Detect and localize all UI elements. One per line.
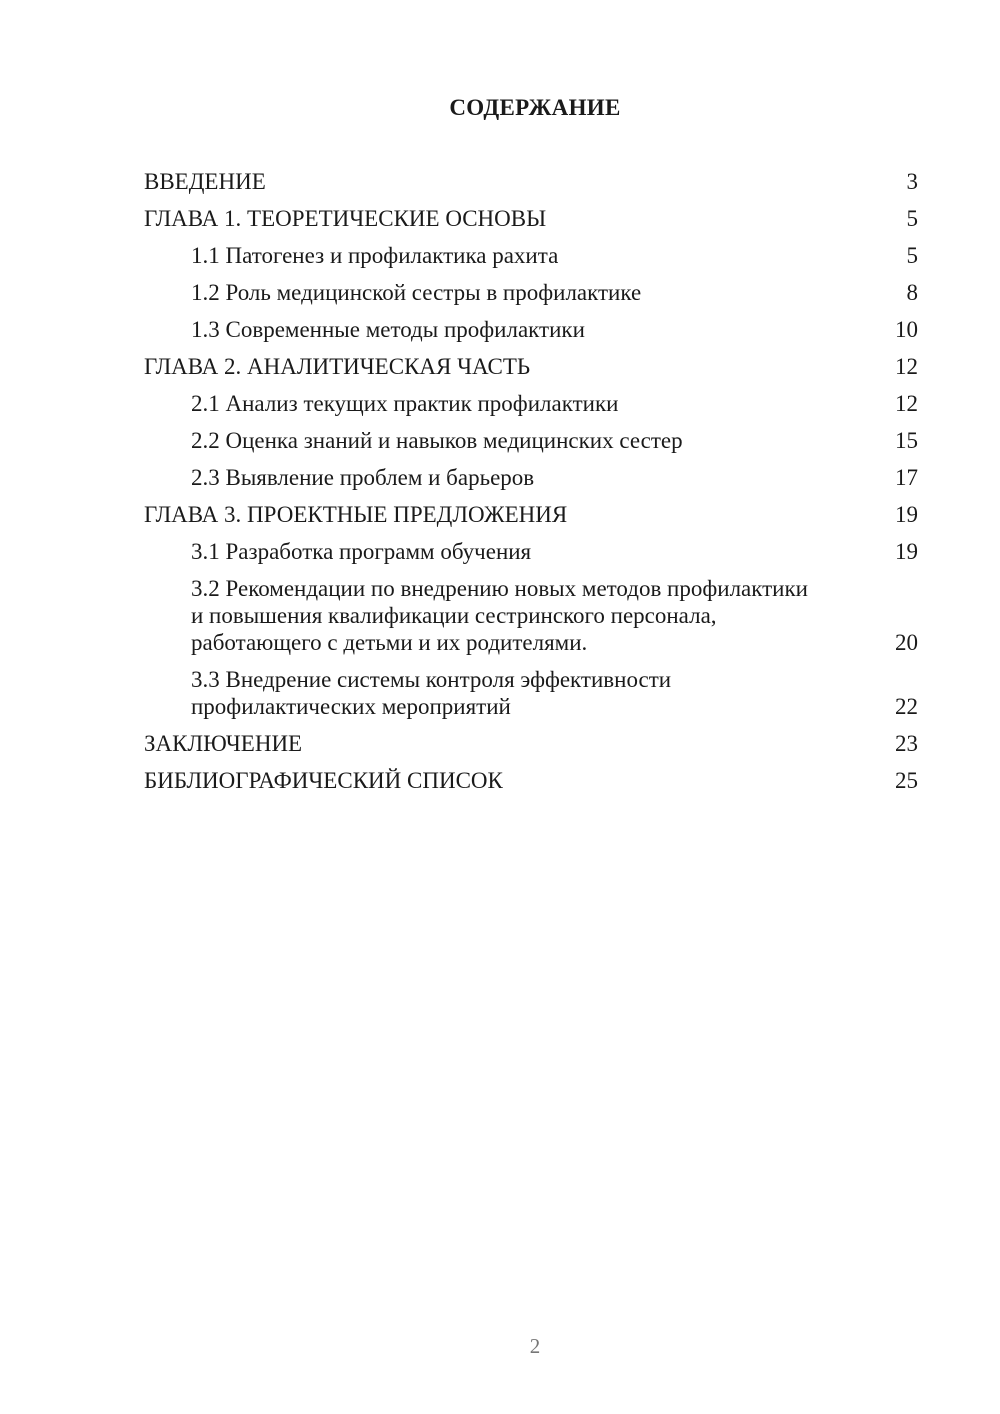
toc-entry-label: 1.2 Роль медицинской сестры в профилактике [191,280,642,305]
toc-entry-label: БИБЛИОГРАФИЧЕСКИЙ СПИСОК [144,768,503,793]
toc-entry-section-1-2[interactable] [144,279,918,306]
page-title: СОДЕРЖАНИЕ [449,95,621,120]
toc-entry-page: 3 [906,169,918,194]
toc-entry-page: 23 [895,731,918,756]
toc-entry-page: 5 [906,206,918,231]
toc-entry-section-3-1[interactable] [144,538,918,565]
toc-entry-section-1-1[interactable] [144,242,918,269]
toc-entry-chapter-1[interactable] [144,205,918,232]
toc-entry-label: 2.2 Оценка знаний и навыков медицинских сестер [191,428,683,453]
toc-entry-label: 2.1 Анализ текущих практик профилактики [191,391,619,416]
toc-entry-section-1-3[interactable] [144,316,918,343]
toc-entry-page: 15 [895,428,918,453]
toc-entry-page: 19 [895,539,918,564]
toc-entry-label: 3.2 Рекомендации по внедрению новых методов профилактики и повышения квалификации сестринского персонала, работающего с детьми и их родителями. [191,576,808,655]
toc-entry-page: 17 [895,465,918,490]
toc-entry-conclusion[interactable] [144,730,918,757]
toc-entry-label: ГЛАВА 3. ПРОЕКТНЫЕ ПРЕДЛОЖЕНИЯ [144,502,568,527]
toc-entry-section-2-2[interactable] [144,427,918,454]
toc-entry-page: 8 [906,280,918,305]
toc-entry-label: ГЛАВА 1. ТЕОРЕТИЧЕСКИЕ ОСНОВЫ [144,206,547,231]
toc-entry-page: 5 [906,243,918,268]
toc-entry-label: ЗАКЛЮЧЕНИЕ [144,731,303,756]
toc-entry-page: 19 [895,502,918,527]
toc-entry-label: 1.1 Патогенез и профилактика рахита [191,243,559,268]
toc-entry-section-3-2[interactable] [144,575,918,656]
toc-entry-label: ГЛАВА 2. АНАЛИТИЧЕСКАЯ ЧАСТЬ [144,354,531,379]
toc-entry-page: 12 [895,391,918,416]
toc-entry-page: 20 [895,630,918,655]
toc-entry-chapter-3[interactable] [144,501,918,528]
toc-entry-label: 2.3 Выявление проблем и барьеров [191,465,535,490]
toc-entry-section-2-3[interactable] [144,464,918,491]
toc-entry-section-3-3[interactable] [144,666,918,720]
toc-entry-label: 3.1 Разработка программ обучения [191,539,532,564]
toc-entry-page: 22 [895,694,918,719]
toc-entry-page: 25 [895,768,918,793]
toc-entry-section-2-1[interactable] [144,390,918,417]
toc-entry-label: 3.3 Внедрение системы контроля эффективности профилактических мероприятий [191,667,672,719]
page-number: 2 [529,1334,541,1358]
toc-entry-bibliography[interactable] [144,767,918,794]
toc-entry-page: 12 [895,354,918,379]
table-of-contents [144,168,918,804]
toc-entry-label: 1.3 Современные методы профилактики [191,317,585,342]
toc-entry-page: 10 [895,317,918,342]
toc-entry-chapter-2[interactable] [144,353,918,380]
toc-entry-introduction[interactable] [144,168,918,195]
toc-entry-label: ВВЕДЕНИЕ [144,169,266,194]
